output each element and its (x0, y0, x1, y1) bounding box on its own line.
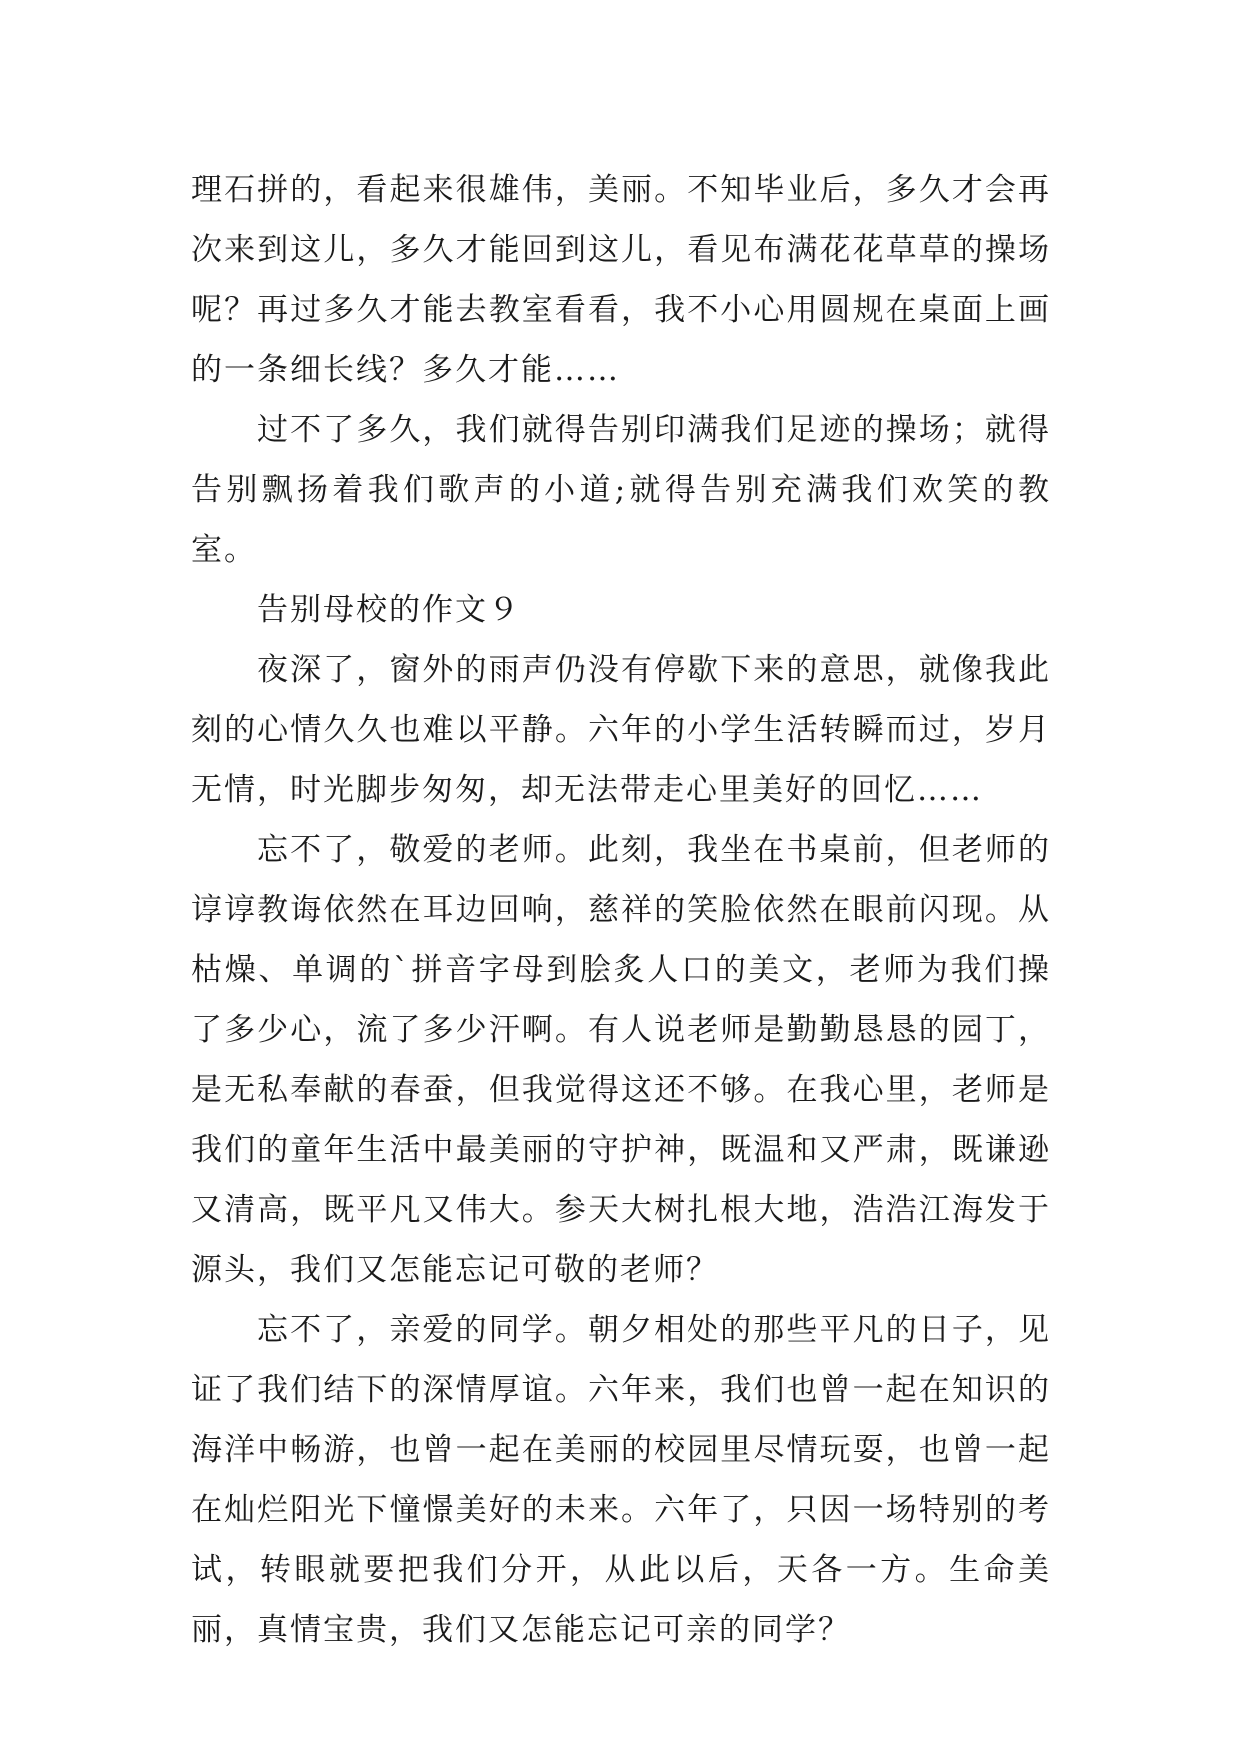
document-body (191, 160, 1051, 1660)
paragraph-teachers: 忘不了，敬爱的老师。此刻，我坐在书桌前，但老师的谆谆教诲依然在耳边回响，慈祥的笑脸依然在眼前闪现。从枯燥、单调的`拼音字母到脍炙人口的美文，老师为我们操了多少心，流了多少汗啊。有人说老师是勤勤恳恳的园丁，是无私奉献的春蚕，但我觉得这还不够。在我心里，老师是我们的童年生活中最美丽的守护神，既温和又严肃，既谦逊又清高，既平凡又伟大。参天大树扎根大地，浩浩江海发于源头，我们又怎能忘记可敬的老师？ (191, 832, 1051, 1288)
paragraph-night: 夜深了，窗外的雨声仍没有停歇下来的意思，就像我此刻的心情久久也难以平静。六年的小学生活转瞬而过，岁月无情，时光脚步匆匆，却无法带走心里美好的回忆…… (191, 652, 1051, 808)
paragraph-farewell: 过不了多久，我们就得告别印满我们足迹的操场；就得告别飘扬着我们歌声的小道;就得告别充满我们欢笑的教室。 (191, 412, 1051, 568)
paragraph-continuation: 理石拼的，看起来很雄伟，美丽。不知毕业后，多久才会再次来到这儿，多久才能回到这儿，看见布满花花草草的操场呢？再过多久才能去教室看看，我不小心用圆规在桌面上画的一条细长线？多久才能…… (191, 172, 1051, 388)
essay-title: 告别母校的作文９ (257, 592, 521, 628)
paragraph-classmates: 忘不了，亲爱的同学。朝夕相处的那些平凡的日子，见证了我们结下的深情厚谊。六年来，我们也曾一起在知识的海洋中畅游，也曾一起在美丽的校园里尽情玩耍，也曾一起在灿烂阳光下憧憬美好的未来。六年了，只因一场特别的考试，转眼就要把我们分开，从此以后，天各一方。生命美丽，真情宝贵，我们又怎能忘记可亲的同学？ (191, 1312, 1051, 1648)
